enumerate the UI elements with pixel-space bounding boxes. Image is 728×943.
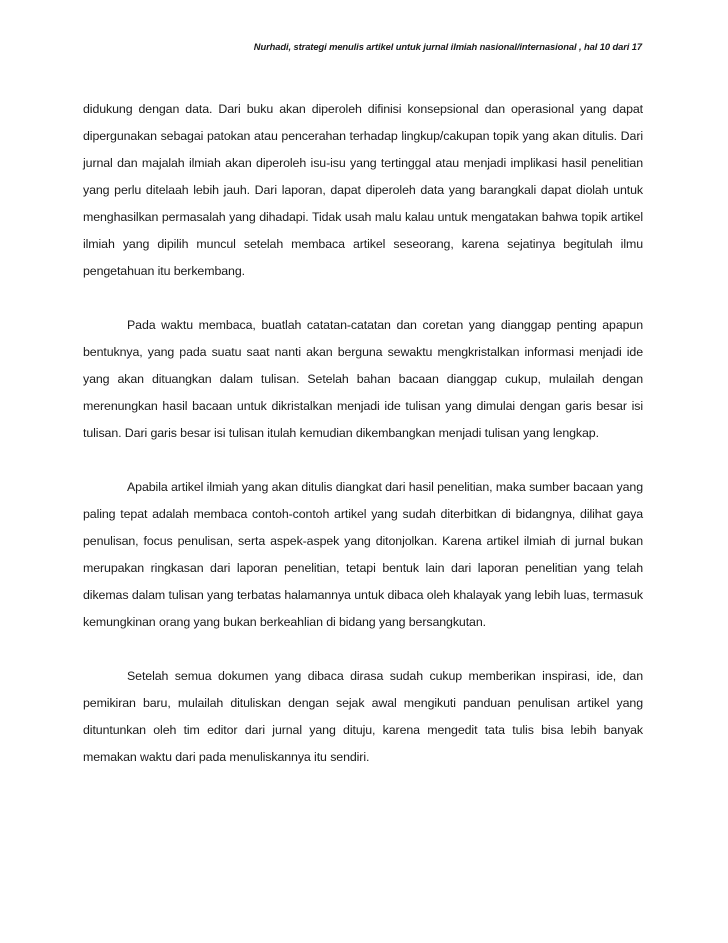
paragraph-4: Setelah semua dokumen yang dibaca dirasa sudah cukup memberikan inspirasi, ide, dan pemikiran baru, mulailah dituliskan dengan sejak awal mengikuti panduan penulisan artikel yang dituntunkan oleh tim editor dari jurnal yang dituju, karena mengedit tata tulis bisa lebih banyak memakan waktu dari pada menuliskannya itu sendiri. [83, 669, 643, 764]
paragraph-2: Pada waktu membaca, buatlah catatan-catatan dan coretan yang dianggap penting apapun bentuknya, yang pada suatu saat nanti akan berguna sewaktu mengkristalkan informasi menjadi ide yang akan dituangkan dalam tulisan. Setelah bahan bacaan dianggap cukup, mulailah dengan merenungkan hasil bacaan untuk dikristalkan menjadi ide tulisan yang dimulai dengan garis besar isi tulisan. Dari garis besar isi tulisan itulah kemudian dikembangkan menjadi tulisan yang lengkap. [83, 318, 643, 440]
body-text [83, 96, 643, 771]
paragraph-3: Apabila artikel ilmiah yang akan ditulis diangkat dari hasil penelitian, maka sumber bacaan yang paling tepat adalah membaca contoh-contoh artikel yang sudah diterbitkan di bidangnya, dilihat gaya penulisan, focus penulisan, serta aspek-aspek yang ditonjolkan. Karena artikel ilmiah di jurnal bukan merupakan ringkasan dari laporan penelitian, tetapi bentuk lain dari laporan penelitian yang telah dikemas dalam tulisan yang terbatas halamannya untuk dibaca oleh khalayak yang lebih luas, termasuk kemungkinan orang yang bukan berkeahlian di bidang yang bersangkutan. [83, 480, 643, 629]
running-header: Nurhadi, strategi menulis artikel untuk jurnal ilmiah nasional/internasional , hal 10 dari 17 [253, 41, 642, 52]
paragraph-1: didukung dengan data. Dari buku akan diperoleh difinisi konsepsional dan operasional yang dapat dipergunakan sebagai patokan atau pencerahan terhadap lingkup/cakupan topik yang akan ditulis. Dari jurnal dan majalah ilmiah akan diperoleh isu-isu yang tertinggal atau menjadi implikasi hasil penelitian yang perlu ditelaah lebih jauh. Dari laporan, dapat diperoleh data yang barangkali dapat diolah untuk menghasilkan permasalah yang dihadapi. Tidak usah malu kalau untuk mengatakan bahwa topik artikel ilmiah yang dipilih muncul setelah membaca artikel seseorang, karena sejatinya begitulah ilmu pengetahuan itu berkembang. [83, 102, 643, 278]
